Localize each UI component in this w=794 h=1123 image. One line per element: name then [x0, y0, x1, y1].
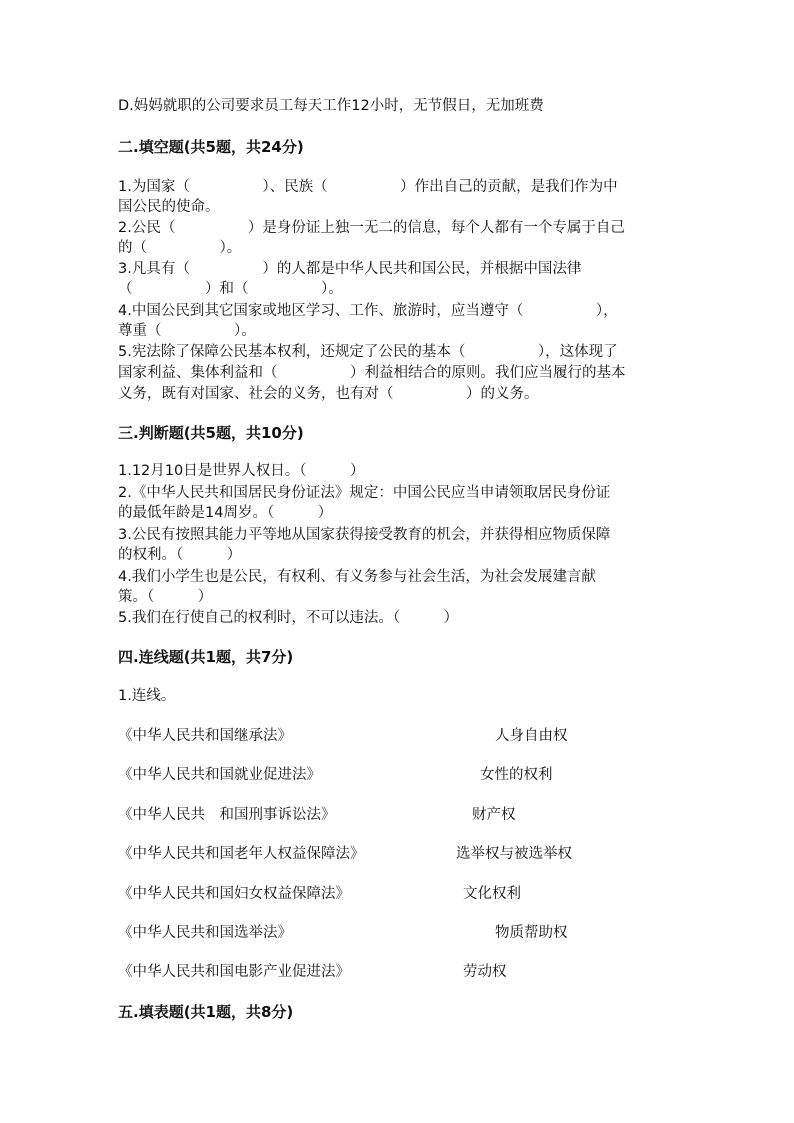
matching-left-item: 《中华人民共 和国刑事诉讼法》: [118, 807, 336, 823]
matching-right-item: 女性的权利: [480, 767, 553, 783]
matching-left-item: 《中华人民共和国选举法》: [118, 925, 292, 941]
matching-right-item: 财产权: [472, 807, 516, 823]
fill-q3-line2: （ ）和（ ）。: [118, 281, 343, 297]
fill-q5-line1: 5.宪法除了保障公民基本权利，还规定了公民的基本（ ），这体现了: [118, 344, 618, 360]
fill-q4-line1: 4.中国公民到其它国家或地区学习、工作、旅游时，应当遵守（ ），: [118, 303, 618, 319]
matching-right-item: 劳动权: [463, 964, 507, 980]
matching-right-item: 文化权利: [463, 886, 521, 902]
matching-right-item: 选举权与被选举权: [456, 846, 572, 862]
matching-left-item: 《中华人民共和国电影产业促进法》: [118, 964, 350, 980]
fill-q4-line2: 尊重（ ）。: [118, 323, 256, 339]
matching-left-item: 《中华人民共和国就业促进法》: [118, 767, 321, 783]
matching-right-item: 物质帮助权: [495, 925, 568, 941]
option-d-text: D.妈妈就职的公司要求员工每天工作12小时，无节假日，无加班费: [118, 98, 544, 114]
fill-q1-line1: 1.为国家（ ）、民族（ ）作出自己的贡献，是我们作为中: [118, 179, 618, 195]
fill-q2-line2: 的（ ）。: [118, 240, 242, 256]
matching-left-item: 《中华人民共和国妇女权益保障法》: [118, 886, 350, 902]
section-heading-table: 五.填表题(共1题，共8分): [118, 1003, 294, 1021]
tf-q4-line2: 策。（ ）: [118, 589, 213, 605]
fill-q2-line1: 2.公民（ ）是身份证上独一无二的信息，每个人都有一个专属于自己: [118, 220, 625, 236]
tf-q2-line2: 的最低年龄是14周岁。（ ）: [118, 505, 333, 521]
matching-left-item: 《中华人民共和国老年人权益保障法》: [118, 846, 365, 862]
fill-q1-line2: 国公民的使命。: [118, 199, 220, 215]
matching-instruction: 1.连线。: [118, 688, 176, 704]
tf-q4-line1: 4.我们小学生也是公民，有权利、有义务参与社会生活，为社会发展建言献: [118, 569, 596, 585]
section-heading-true-false: 三.判断题(共5题，共10分): [118, 424, 304, 442]
fill-q3-line1: 3.凡具有（ ）的人都是中华人民共和国公民，并根据中国法律: [118, 261, 582, 277]
tf-q3-line2: 的权利。（ ）: [118, 547, 242, 563]
matching-right-item: 人身自由权: [495, 728, 568, 744]
tf-q2-line1: 2.《中华人民共和国居民身份证法》规定：中国公民应当申请领取居民身份证: [118, 485, 611, 501]
tf-q1: 1.12月10日是世界人权日。（ ）: [118, 463, 365, 479]
matching-left-item: 《中华人民共和国继承法》: [118, 728, 292, 744]
section-heading-fill-in: 二.填空题(共5题，共24分): [118, 138, 304, 156]
fill-q5-line2: 国家利益、集体利益和（ ）利益相结合的原则。我们应当履行的基本: [118, 365, 626, 381]
fill-q5-line3: 义务，既有对国家、社会的义务，也有对（ ）的义务。: [118, 386, 539, 402]
section-heading-matching: 四.连线题(共1题，共7分): [118, 648, 294, 666]
tf-q5: 5.我们在行使自己的权利时，不可以违法。（ ）: [118, 610, 459, 626]
tf-q3-line1: 3.公民有按照其能力平等地从国家获得接受教育的机会，并获得相应物质保障: [118, 527, 611, 543]
